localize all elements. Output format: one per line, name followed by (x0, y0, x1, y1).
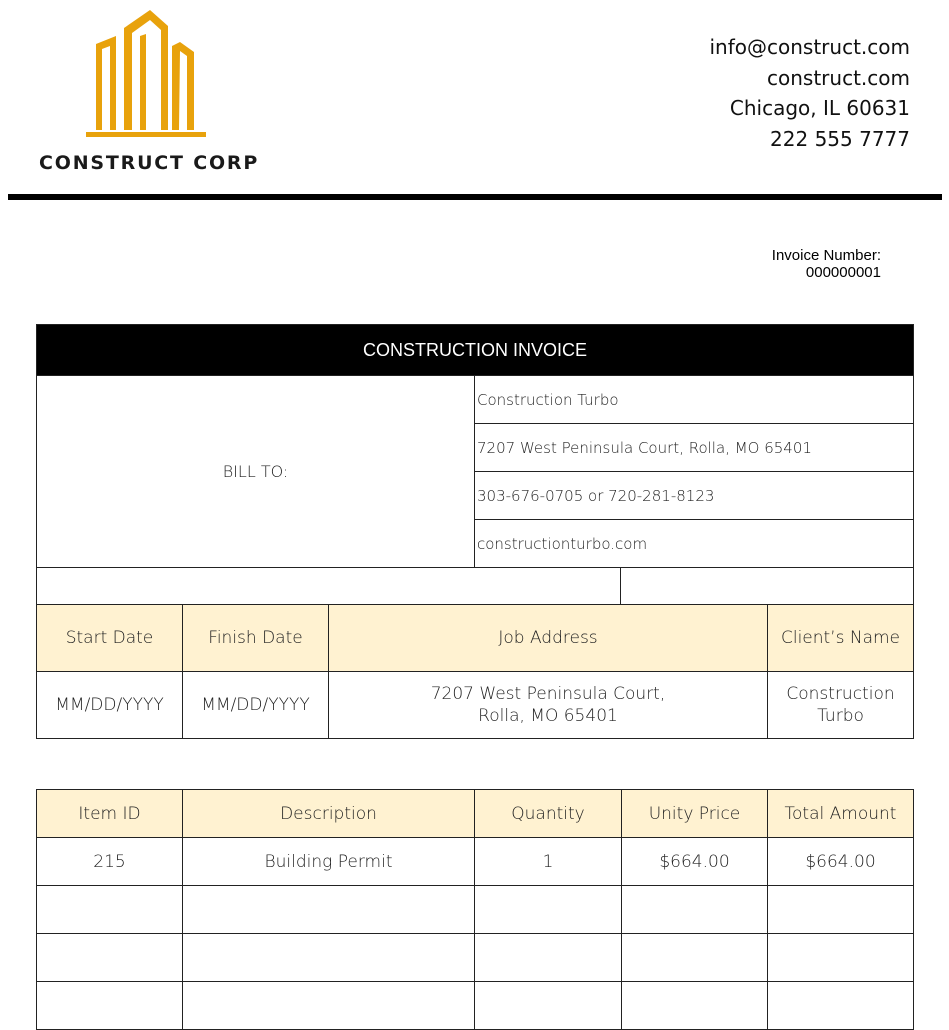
description-cell: Building Permit (183, 838, 475, 886)
unit-price-cell (622, 982, 768, 1030)
unit-price-cell (622, 886, 768, 934)
contact-address: Chicago, IL 60631 (729, 96, 910, 120)
job-address-value (329, 672, 768, 739)
table-row (37, 934, 914, 982)
item-id-cell: 215 (37, 838, 183, 886)
job-address-line2: Rolla, MO 65401 (478, 706, 618, 726)
header-item-id: Item ID (37, 790, 183, 838)
header-description: Description (183, 790, 475, 838)
quantity-cell (475, 934, 622, 982)
header-start-date: Start Date (37, 605, 183, 672)
invoice-main-table (36, 324, 914, 739)
quantity-cell (475, 886, 622, 934)
bill-to-address: 7207 West Peninsula Court, Rolla, MO 65401 (475, 424, 914, 472)
contact-website[interactable]: construct.com (767, 65, 910, 90)
client-name-line1: Construction (786, 684, 895, 704)
contact-block (710, 32, 911, 154)
invoice-number-label: Invoice Number: (771, 247, 881, 264)
table-row (37, 982, 914, 1030)
quantity-cell (475, 982, 622, 1030)
invoice-number-block (772, 247, 881, 281)
total-amount-cell (768, 982, 914, 1030)
spacer-cell-right (621, 568, 914, 605)
header-unit-price: Unity Price (622, 790, 768, 838)
total-amount-cell: $664.00 (768, 838, 914, 886)
client-name-value (768, 672, 914, 739)
header-divider (8, 194, 942, 200)
description-cell (183, 934, 475, 982)
table-row (37, 886, 914, 934)
bill-to-label: BILL TO: (37, 376, 475, 568)
spacer-cell-left (37, 568, 621, 605)
unit-price-cell: $664.00 (622, 838, 768, 886)
company-name: CONSTRUCT CORP (39, 152, 260, 174)
start-date-value: MM/DD/YYYY (37, 672, 183, 739)
header-quantity: Quantity (475, 790, 622, 838)
total-amount-cell (768, 886, 914, 934)
buildings-logo-icon (84, 6, 214, 141)
invoice-title: CONSTRUCTION INVOICE (37, 325, 914, 376)
header-client-name: Client’s Name (768, 605, 914, 672)
unit-price-cell (622, 934, 768, 982)
header-job-address: Job Address (329, 605, 768, 672)
item-id-cell (37, 934, 183, 982)
description-cell (183, 886, 475, 934)
header-finish-date: Finish Date (183, 605, 329, 672)
description-cell (183, 982, 475, 1030)
contact-phone: 222 555 7777 (770, 126, 910, 151)
item-id-cell (37, 982, 183, 1030)
bill-to-phone: 303-676-0705 or 720-281-8123 (475, 472, 914, 520)
item-id-cell (37, 886, 183, 934)
total-amount-cell (768, 934, 914, 982)
bill-to-website[interactable]: constructionturbo.com (475, 520, 914, 568)
job-address-line1: 7207 West Peninsula Court, (430, 684, 666, 704)
contact-email[interactable]: info@construct.com (709, 35, 910, 59)
quantity-cell: 1 (475, 838, 622, 886)
finish-date-value: MM/DD/YYYY (183, 672, 329, 739)
table-row (37, 838, 914, 886)
company-logo (34, 6, 264, 181)
bill-to-company: Construction Turbo (475, 376, 914, 424)
client-name-line2: Turbo (817, 706, 864, 726)
line-items-table (36, 789, 914, 1030)
invoice-number-value: 000000001 (805, 264, 881, 281)
header-total-amount: Total Amount (768, 790, 914, 838)
